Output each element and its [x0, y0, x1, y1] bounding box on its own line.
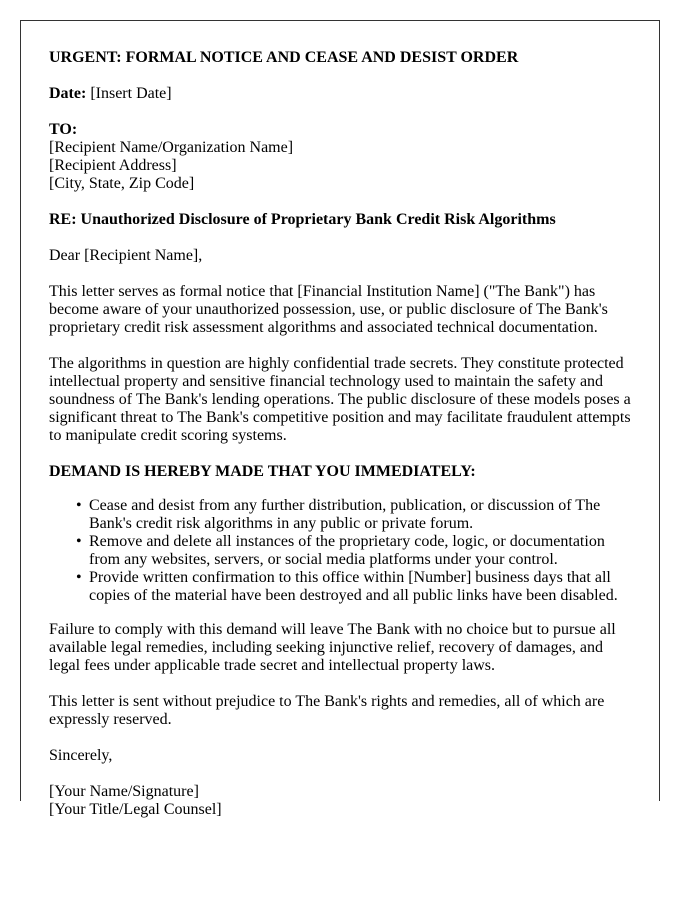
bullet-icon: •: [76, 533, 82, 550]
date-line: [49, 85, 631, 103]
recipient-name: [Recipient Name/Organization Name]: [49, 139, 294, 156]
paragraph-consequences: Failure to comply with this demand will leave The Bank with no choice but to pursue all available legal remedies, including seeking injunctive relief, recovery of damages, and legal fees under applicable trade secret and intellectual property laws.: [49, 621, 616, 674]
demand-heading: DEMAND IS HEREBY MADE THAT YOU IMMEDIATELY:: [49, 463, 476, 480]
date-value: [Insert Date]: [90, 85, 172, 102]
signature-name: [Your Name/Signature]: [49, 783, 199, 800]
paragraph-reservation: This letter is sent without prejudice to The Bank's rights and remedies, all of which are expressly reserved.: [49, 693, 605, 728]
signature-title: [Your Title/Legal Counsel]: [49, 801, 222, 818]
salutation: Dear [Recipient Name],: [49, 247, 203, 264]
demand-item: [76, 497, 631, 533]
bullet-icon: •: [76, 497, 82, 514]
signature-block: [49, 783, 631, 819]
date-label: Date:: [49, 85, 87, 102]
letter-document: [20, 20, 660, 818]
recipient-block: [49, 121, 631, 193]
to-label: TO:: [49, 121, 78, 138]
demand-text: Remove and delete all instances of the proprietary code, logic, or documentation from any websites, servers, or social media platforms under your control.: [89, 533, 605, 568]
recipient-city-state-zip: [City, State, Zip Code]: [49, 175, 195, 192]
demand-item: [76, 569, 631, 605]
valediction: Sincerely,: [49, 747, 113, 764]
recipient-address: [Recipient Address]: [49, 157, 177, 174]
demand-text: Provide written confirmation to this office within [Number] business days that all copies of the material have been destroyed and all public links have been disabled.: [89, 569, 618, 604]
paragraph-trade-secrets: The algorithms in question are highly confidential trade secrets. They constitute protected intellectual property and sensitive financial technology used to maintain the safety and soundness of The Bank's lending operations. The public disclosure of these models poses a significant threat to The Bank's competitive position and may facilitate fraudulent attempts to manipulate credit scoring systems.: [49, 355, 631, 444]
paragraph-notice: This letter serves as formal notice that [Financial Institution Name] ("The Bank") has become aware of your unauthorized possession, use, or public disclosure of The Bank's proprietary credit risk assessment algorithms and associated technical documentation.: [49, 283, 608, 336]
demand-item: [76, 533, 631, 569]
demand-text: Cease and desist from any further distribution, publication, or discussion of The Bank's credit risk algorithms in any public or private forum.: [89, 497, 601, 532]
demand-list: [49, 497, 631, 605]
bullet-icon: •: [76, 569, 82, 586]
subject-line: RE: Unauthorized Disclosure of Proprietary Bank Credit Risk Algorithms: [49, 211, 556, 228]
letter-title: URGENT: FORMAL NOTICE AND CEASE AND DESIST ORDER: [49, 49, 519, 66]
